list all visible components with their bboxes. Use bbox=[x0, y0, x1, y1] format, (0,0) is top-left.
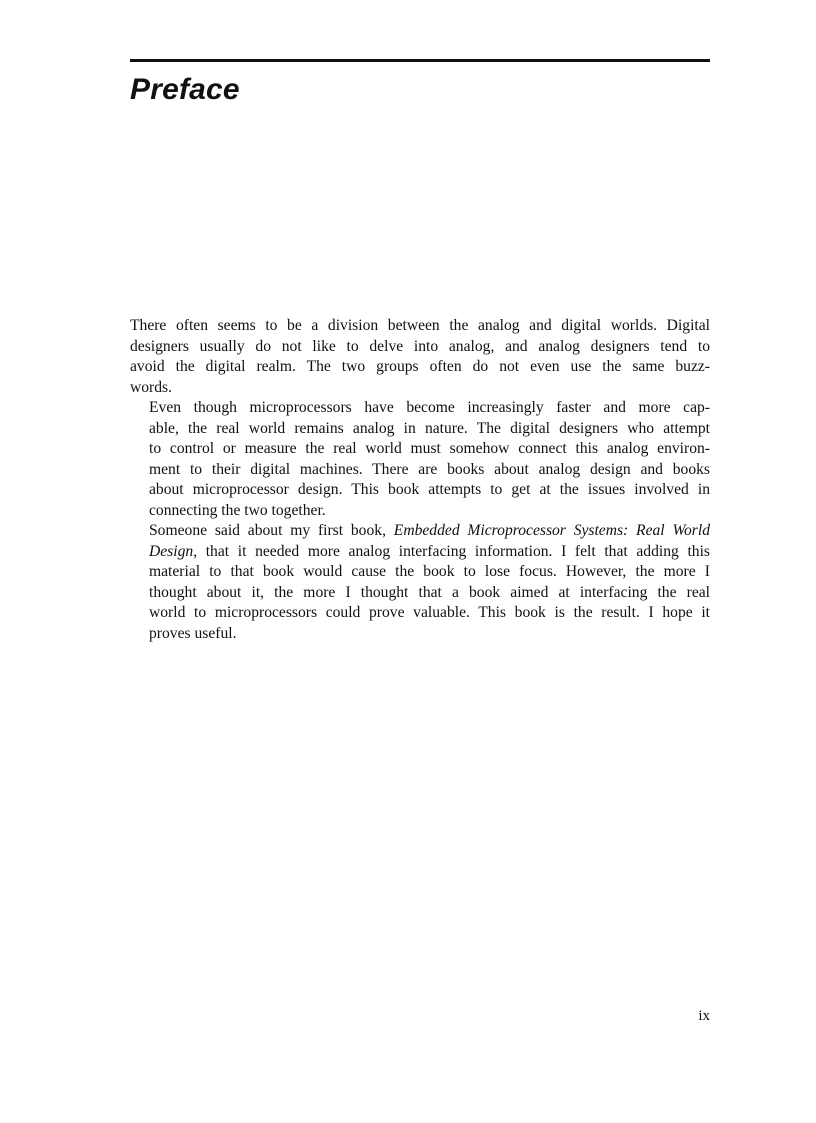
paragraph-2 bbox=[130, 398, 710, 521]
book-title-italic: Design bbox=[149, 542, 194, 560]
preface-body bbox=[130, 316, 710, 644]
text-line: world to microprocessors could prove valuable. This book is the result. I hope it bbox=[149, 604, 710, 621]
text-run: Someone said about my first book, bbox=[149, 522, 394, 539]
text-line: ment to their digital machines. There are books about analog design and books bbox=[149, 460, 710, 478]
paragraph-1 bbox=[130, 316, 710, 398]
text-line: proves useful. bbox=[149, 624, 237, 642]
text-line: able, the real world remains analog in nature. The digital designers who attempt bbox=[149, 419, 710, 437]
text-line: material to that book would cause the book to lose focus. However, the more I bbox=[149, 563, 710, 580]
page-number: ix bbox=[698, 1008, 710, 1024]
book-title-italic: Embedded Microprocessor Systems: Real World bbox=[393, 522, 710, 539]
text-line: designers usually do not like to delve into analog, and analog designers tend to bbox=[130, 337, 710, 355]
text-line: to control or measure the real world must somehow connect this analog environ- bbox=[149, 440, 710, 457]
text-line bbox=[130, 521, 710, 542]
chapter-head-rule bbox=[130, 59, 710, 62]
text-line: avoid the digital realm. The two groups often do not even use the same buzz- bbox=[130, 358, 710, 375]
text-run: , that it needed more analog interfacing information. I felt that adding this bbox=[193, 542, 710, 560]
chapter-title: Preface bbox=[130, 73, 240, 106]
text-line: words. bbox=[130, 378, 173, 396]
text-line: thought about it, the more I thought that a book aimed at interfacing the real bbox=[149, 583, 710, 601]
text-line: There often seems to be a division between the analog and digital worlds. Digital bbox=[130, 317, 710, 334]
text-line: connecting the two together. bbox=[149, 501, 326, 519]
text-line: Even though microprocessors have become increasingly faster and more cap- bbox=[149, 399, 710, 416]
text-line: about microprocessor design. This book attempts to get at the issues involved in bbox=[149, 481, 710, 498]
text-line bbox=[130, 542, 710, 563]
paragraph-3 bbox=[130, 521, 710, 644]
